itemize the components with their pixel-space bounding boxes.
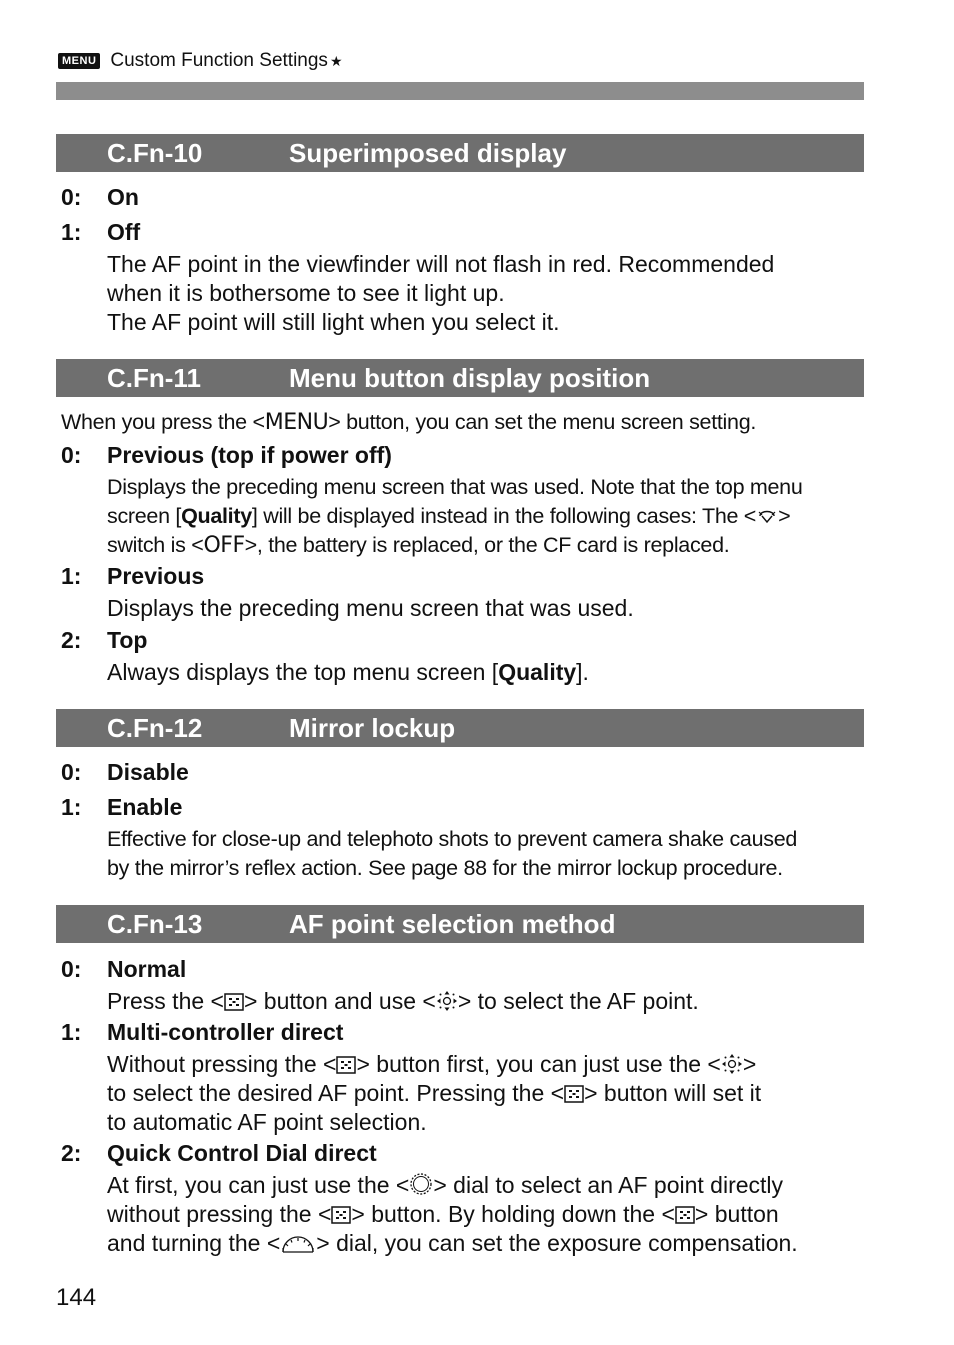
section-fn-number: C.Fn-12: [107, 713, 203, 743]
description-line: to select the desired AF point. Pressing the < > button will set it: [107, 1080, 762, 1106]
menu-badge-icon: MENU: [58, 53, 100, 69]
section-bar-cfn12: [56, 709, 864, 747]
multi-controller-icon: [721, 1053, 743, 1075]
option-number: 0:: [61, 184, 82, 210]
section-fn-number: C.Fn-13: [107, 909, 203, 939]
section-bar-cfn13: [56, 905, 864, 943]
option-number: 1:: [61, 563, 82, 589]
section-title: Mirror lockup: [289, 713, 456, 743]
option-description: [107, 825, 867, 883]
description-line: Displays the preceding menu screen that was used. Note that the top menu: [107, 475, 803, 499]
description-line: by the mirror’s reflex action. See page 88 for the mirror lockup procedure.: [107, 856, 783, 880]
af-point-selection-button-icon: [224, 992, 244, 1012]
section-bar-cfn11: [56, 359, 864, 397]
description-line: Displays the preceding menu screen that was used.: [107, 595, 634, 621]
option-number: 1:: [61, 794, 82, 820]
option-description: [107, 1171, 867, 1258]
section-bar-cfn10: [56, 134, 864, 172]
header-title: Custom Function Settings: [110, 50, 328, 71]
af-point-selection-button-icon: [564, 1084, 584, 1104]
option-number: 0:: [61, 759, 82, 785]
page-number: 144: [56, 1284, 97, 1311]
option-label: Quick Control Dial direct: [107, 1140, 377, 1166]
description-line: Without pressing the < > button first, you can just use the < >: [107, 1051, 757, 1077]
star-icon: ★: [329, 52, 343, 69]
section-fn-number: C.Fn-11: [107, 363, 201, 393]
option-number: 0:: [61, 956, 82, 982]
description-line: when it is bothersome to see it light up.: [107, 280, 505, 306]
option-description: [107, 1050, 867, 1137]
option-number: 1:: [61, 1019, 82, 1045]
intro-text: When you press the <: [61, 410, 265, 434]
option-label: Top: [107, 627, 148, 653]
option-description: [107, 473, 867, 560]
quick-control-switch-icon: [756, 506, 778, 526]
option-label: Off: [107, 219, 141, 245]
af-point-selection-button-icon: [675, 1205, 695, 1225]
header-rule: [56, 82, 864, 100]
option-label: Enable: [107, 794, 183, 820]
quick-control-dial-icon: [409, 1172, 433, 1196]
description-line: At first, you can just use the < > dial to select an AF point directly: [107, 1172, 784, 1198]
quality-label: Quality: [181, 504, 252, 528]
description-line: The AF point in the viewfinder will not flash in red. Recommended: [107, 251, 775, 277]
option-number: 2:: [61, 1140, 82, 1166]
option-label: Normal: [107, 956, 187, 982]
option-number: 0:: [61, 442, 82, 468]
section-fn-number: C.Fn-10: [107, 138, 203, 168]
section-intro: [61, 408, 861, 437]
option-label: Previous: [107, 563, 205, 589]
option-description: Always displays the top menu screen [Quality].: [107, 659, 589, 685]
option-label: Disable: [107, 759, 189, 785]
menu-button-word: MENU: [264, 410, 329, 435]
option-label: Previous (top if power off): [107, 442, 392, 468]
multi-controller-icon: [436, 990, 458, 1012]
option-number: 2:: [61, 627, 82, 653]
section-title: Superimposed display: [289, 138, 567, 168]
section-title: AF point selection method: [289, 909, 616, 939]
af-point-selection-button-icon: [331, 1205, 351, 1225]
description-line: Effective for close-up and telephoto shots to prevent camera shake caused: [107, 827, 798, 851]
intro-text: > button, you can set the menu screen setting.: [328, 410, 757, 434]
description-line: The AF point will still light when you select it.: [107, 309, 560, 335]
option-description: [107, 594, 867, 623]
description-line: switch is <OFF>, the battery is replaced, or the CF card is replaced.: [107, 533, 730, 558]
description-line: screen [Quality] will be displayed instead in the following cases: The < >: [107, 504, 791, 528]
option-description: [107, 250, 867, 337]
description-line: to automatic AF point selection.: [107, 1109, 427, 1135]
page-header: [58, 48, 343, 74]
main-dial-icon: [280, 1232, 316, 1254]
section-title: Menu button display position: [289, 363, 651, 393]
option-label: On: [107, 184, 139, 210]
option-label: Multi-controller direct: [107, 1019, 344, 1045]
description-line: and turning the < > dial, you can set the exposure compensation.: [107, 1230, 798, 1256]
off-word: OFF: [203, 533, 245, 558]
quality-label: Quality: [498, 659, 577, 685]
af-point-selection-button-icon: [336, 1055, 356, 1075]
option-number: 1:: [61, 219, 82, 245]
description-line: without pressing the < > button. By holding down the < > button: [107, 1201, 779, 1227]
option-description: Press the < > button and use < > to select the AF point.: [107, 988, 699, 1014]
